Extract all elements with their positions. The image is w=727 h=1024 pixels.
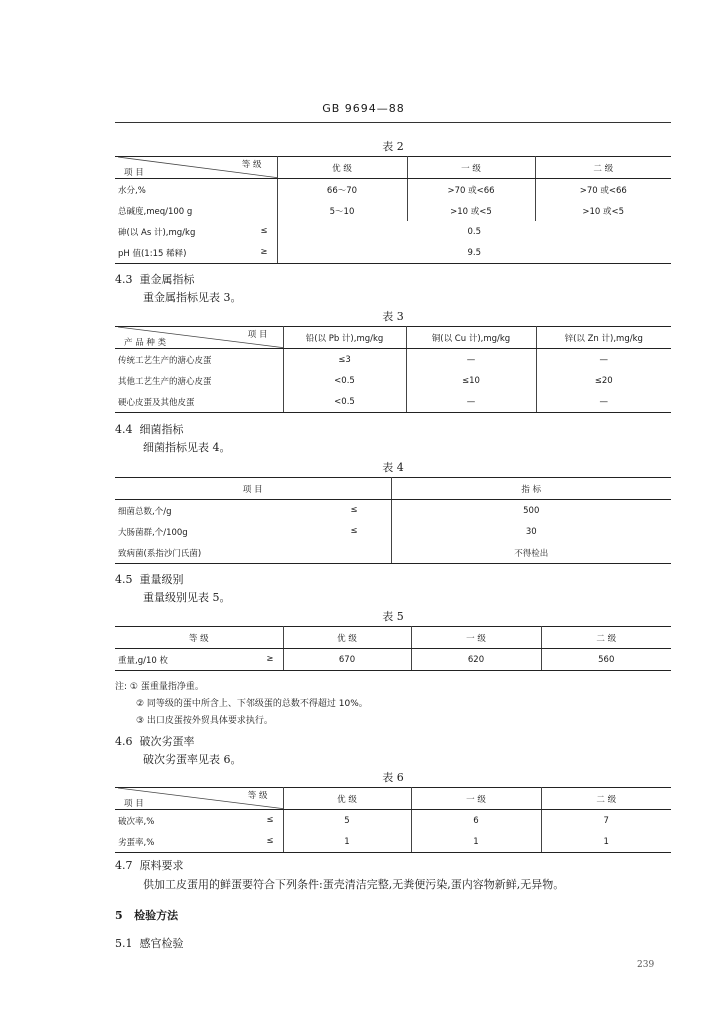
column-header: 一 级 (411, 788, 541, 810)
row-label-cell (115, 221, 277, 242)
table-cell: 5～10 (277, 200, 407, 221)
row-label: 重量,g/10 枚 (118, 655, 168, 666)
corner-bottom-label: 项 目 (124, 168, 144, 178)
section-title: 破次劣蛋率 (139, 735, 195, 748)
row-label: 传统工艺生产的溏心皮蛋 (115, 349, 283, 371)
table-row (115, 349, 671, 371)
row-label: 总碱度,meq/100 g (115, 200, 277, 221)
section-number: 5 (115, 909, 123, 922)
row-label: 细菌总数,个/g (118, 506, 172, 517)
column-header: 优 级 (283, 788, 411, 810)
column-header: 锌(以 Zn 计),mg/kg (536, 327, 671, 349)
table-cell: 560 (541, 649, 671, 671)
table-cell: 30 (391, 521, 671, 542)
row-label-cell (115, 831, 283, 853)
table-header-row (115, 327, 671, 349)
table-cell: <0.5 (283, 370, 406, 391)
table-row (115, 521, 671, 542)
table-row (115, 649, 671, 671)
section-title: 重金属指标 (139, 273, 195, 286)
table-cell: 1 (283, 831, 411, 853)
row-label: 大肠菌群,个/100g (118, 527, 188, 538)
row-label: 劣蛋率,% (118, 837, 155, 848)
table-cell: 670 (283, 649, 411, 671)
section-4-4-heading (115, 421, 184, 437)
merged-cell: 9.5 (277, 242, 671, 264)
column-header: 指 标 (391, 478, 671, 500)
table-cell: >10 或<5 (407, 200, 535, 221)
note-2: ② 同等级的蛋中所含上、下邻级蛋的总数不得超过 10%。 (136, 699, 368, 709)
section-number: 4.6 (115, 735, 133, 748)
section-title: 细菌指标 (139, 423, 184, 436)
table-cell: >70 或<66 (535, 179, 671, 201)
comparison-symbol: ≥ (266, 653, 274, 664)
comparison-symbol: ≤ (350, 525, 358, 536)
table-row (115, 179, 671, 201)
table-header-row (115, 788, 671, 810)
column-header: 一 级 (407, 157, 535, 179)
row-label-cell (115, 500, 391, 522)
row-label: 其他工艺生产的溏心皮蛋 (115, 370, 283, 391)
table-cell: ≤10 (406, 370, 536, 391)
section-4-3-heading (115, 271, 195, 287)
table-cell: 5 (283, 810, 411, 832)
page-number: 239 (637, 960, 655, 970)
section-number: 5.1 (115, 937, 133, 950)
section-4-7-body: 供加工皮蛋用的鲜蛋要符合下列条件:蛋壳清洁完整,无粪便污染,蛋内容物新鲜,无异物。 (143, 878, 565, 891)
corner-bottom-label: 项 目 (124, 799, 144, 809)
table5-caption: 表 5 (382, 610, 404, 623)
table-cell: 500 (391, 500, 671, 522)
section-4-3-body: 重金属指标见表 3。 (143, 291, 242, 304)
note-1 (115, 679, 204, 692)
section-number: 4.5 (115, 573, 133, 586)
column-header: 一 级 (411, 627, 541, 649)
table5 (115, 626, 671, 671)
section-title: 原料要求 (139, 859, 184, 872)
section-title: 感官检验 (139, 937, 184, 950)
table-cell: ≤20 (536, 370, 671, 391)
comparison-symbol: ≤ (266, 835, 274, 846)
section-number: 4.4 (115, 423, 133, 436)
table3-caption: 表 3 (382, 310, 404, 323)
table-cell: 1 (411, 831, 541, 853)
table2 (115, 156, 671, 264)
row-label: 砷(以 As 计),mg/kg (118, 227, 196, 238)
table4 (115, 477, 671, 564)
table-row (115, 391, 671, 413)
column-header: 铅(以 Pb 计),mg/kg (283, 327, 406, 349)
table-cell: <0.5 (283, 391, 406, 413)
table-cell: 不得检出 (391, 542, 671, 564)
section-4-4-body: 细菌指标见表 4。 (143, 441, 231, 454)
table-cell: 6 (411, 810, 541, 832)
section-number: 4.3 (115, 273, 133, 286)
column-header: 二 级 (541, 788, 671, 810)
diagonal-header-cell (115, 788, 283, 810)
table-row (115, 542, 671, 564)
table-row (115, 221, 671, 242)
table-cell: ≤3 (283, 349, 406, 371)
corner-top-label: 等 级 (241, 160, 262, 170)
column-header: 项 目 (115, 478, 391, 500)
section-5-heading (115, 907, 178, 923)
table2-caption: 表 2 (382, 140, 404, 153)
section-title: 重量级别 (139, 573, 184, 586)
table-row (115, 500, 671, 522)
table-header-row (115, 627, 671, 649)
row-label: pH 值(1:15 稀释) (118, 248, 187, 259)
table-cell: — (536, 349, 671, 371)
corner-top-label: 等 级 (247, 791, 268, 801)
row-label-cell (115, 521, 391, 542)
section-title: 检验方法 (134, 909, 179, 922)
section-5-1-heading (115, 935, 184, 951)
column-header: 二 级 (541, 627, 671, 649)
table4-caption: 表 4 (382, 461, 404, 474)
table-cell: 620 (411, 649, 541, 671)
section-4-5-heading (115, 571, 184, 587)
row-label-cell (115, 810, 283, 832)
merged-cell: 0.5 (277, 221, 671, 242)
table-cell: 66～70 (277, 179, 407, 201)
table-cell: >70 或<66 (407, 179, 535, 201)
note-prefix: 注: (115, 682, 128, 692)
corner-top-label: 项 目 (247, 330, 268, 340)
column-header: 优 级 (277, 157, 407, 179)
table-row (115, 200, 671, 221)
table-row (115, 810, 671, 832)
header-rule (115, 122, 671, 123)
table-row (115, 370, 671, 391)
table-header-row (115, 478, 671, 500)
section-4-5-body: 重量级别见表 5。 (143, 591, 231, 604)
column-header: 二 级 (535, 157, 671, 179)
table6 (115, 787, 671, 853)
comparison-symbol: ≤ (266, 814, 274, 825)
row-label: 致病菌(系指沙门氏菌) (115, 542, 391, 564)
note-3: ③ 出口皮蛋按外贸具体要求执行。 (136, 716, 273, 726)
table-row (115, 831, 671, 853)
column-header: 优 级 (283, 627, 411, 649)
table6-caption: 表 6 (382, 771, 404, 784)
row-label: 硬心皮蛋及其他皮蛋 (115, 391, 283, 413)
diagonal-header-cell (115, 327, 283, 349)
table-header-row (115, 157, 671, 179)
table-cell: >10 或<5 (535, 200, 671, 221)
table-cell: 1 (541, 831, 671, 853)
table-cell: 7 (541, 810, 671, 832)
table-cell: — (406, 391, 536, 413)
note-text: ① 蛋重量指净重。 (129, 682, 204, 692)
diagonal-header-cell (115, 157, 277, 179)
column-header: 铜(以 Cu 计),mg/kg (406, 327, 536, 349)
comparison-symbol: ≤ (260, 225, 268, 236)
running-header: GB 9694—88 (322, 102, 405, 115)
section-4-6-heading (115, 733, 195, 749)
section-4-7-heading (115, 857, 184, 873)
table-cell: — (406, 349, 536, 371)
row-label: 破次率,% (118, 816, 155, 827)
section-4-6-body: 破次劣蛋率见表 6。 (143, 753, 242, 766)
table3 (115, 326, 671, 413)
row-label-cell (115, 242, 277, 264)
table-row (115, 242, 671, 264)
comparison-symbol: ≥ (260, 246, 268, 257)
comparison-symbol: ≤ (350, 504, 358, 515)
column-header: 等 级 (115, 627, 283, 649)
row-label-cell (115, 649, 283, 671)
table-cell: — (536, 391, 671, 413)
corner-bottom-label: 产 品 种 类 (124, 338, 167, 348)
row-label: 水分,% (115, 179, 277, 201)
section-number: 4.7 (115, 859, 133, 872)
